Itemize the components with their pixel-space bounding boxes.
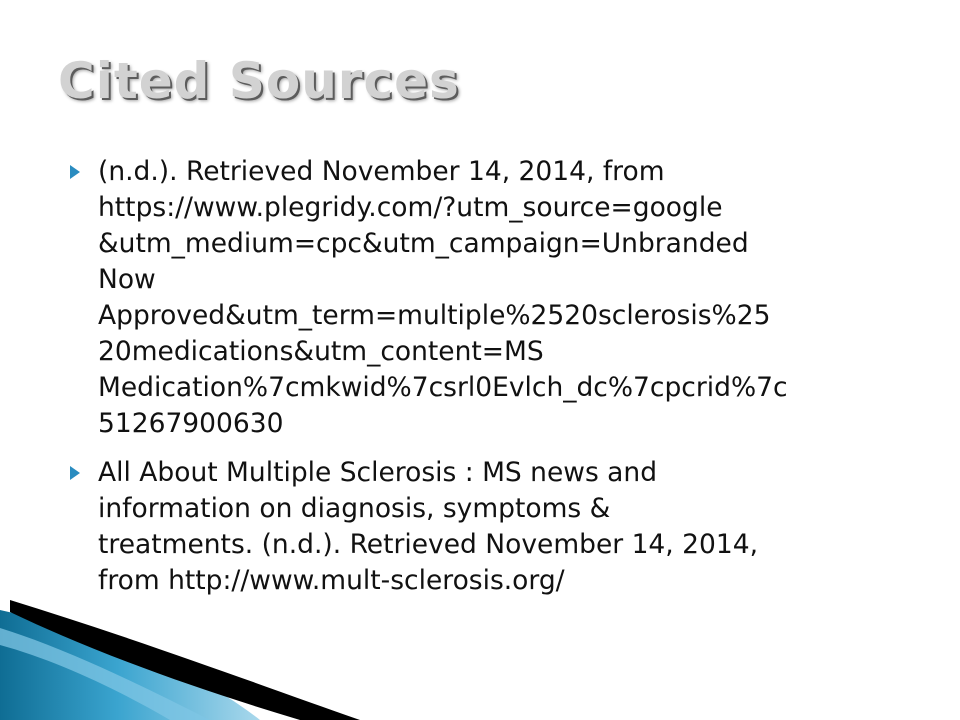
reference-line: Approved&utm_term=multiple%2520sclerosis%25 bbox=[98, 300, 771, 331]
reference-line: Medication%7cmkwid%7csrl0Evlch_dc%7cpcrid%7c bbox=[98, 372, 788, 403]
reference-line: treatments. (n.d.). Retrieved November 14, 2014, bbox=[98, 529, 759, 560]
reference-line: https://www.plegridy.com/?utm_source=google bbox=[98, 192, 723, 223]
reference-line: Now bbox=[98, 264, 156, 295]
reference-line: All About Multiple Sclerosis : MS news and bbox=[98, 457, 658, 488]
slide-title: Cited Sources bbox=[58, 52, 460, 110]
reference-line: information on diagnosis, symptoms & bbox=[98, 493, 611, 524]
reference-line: 20medications&utm_content=MS bbox=[98, 336, 544, 367]
reference-line: (n.d.). Retrieved November 14, 2014, from bbox=[98, 156, 665, 187]
wave-band bbox=[0, 610, 260, 720]
reference-line: from http://www.mult-sclerosis.org/ bbox=[98, 565, 565, 596]
reference-line: &utm_medium=cpc&utm_campaign=Unbranded bbox=[98, 228, 749, 259]
reference-line: 51267900630 bbox=[98, 408, 284, 439]
